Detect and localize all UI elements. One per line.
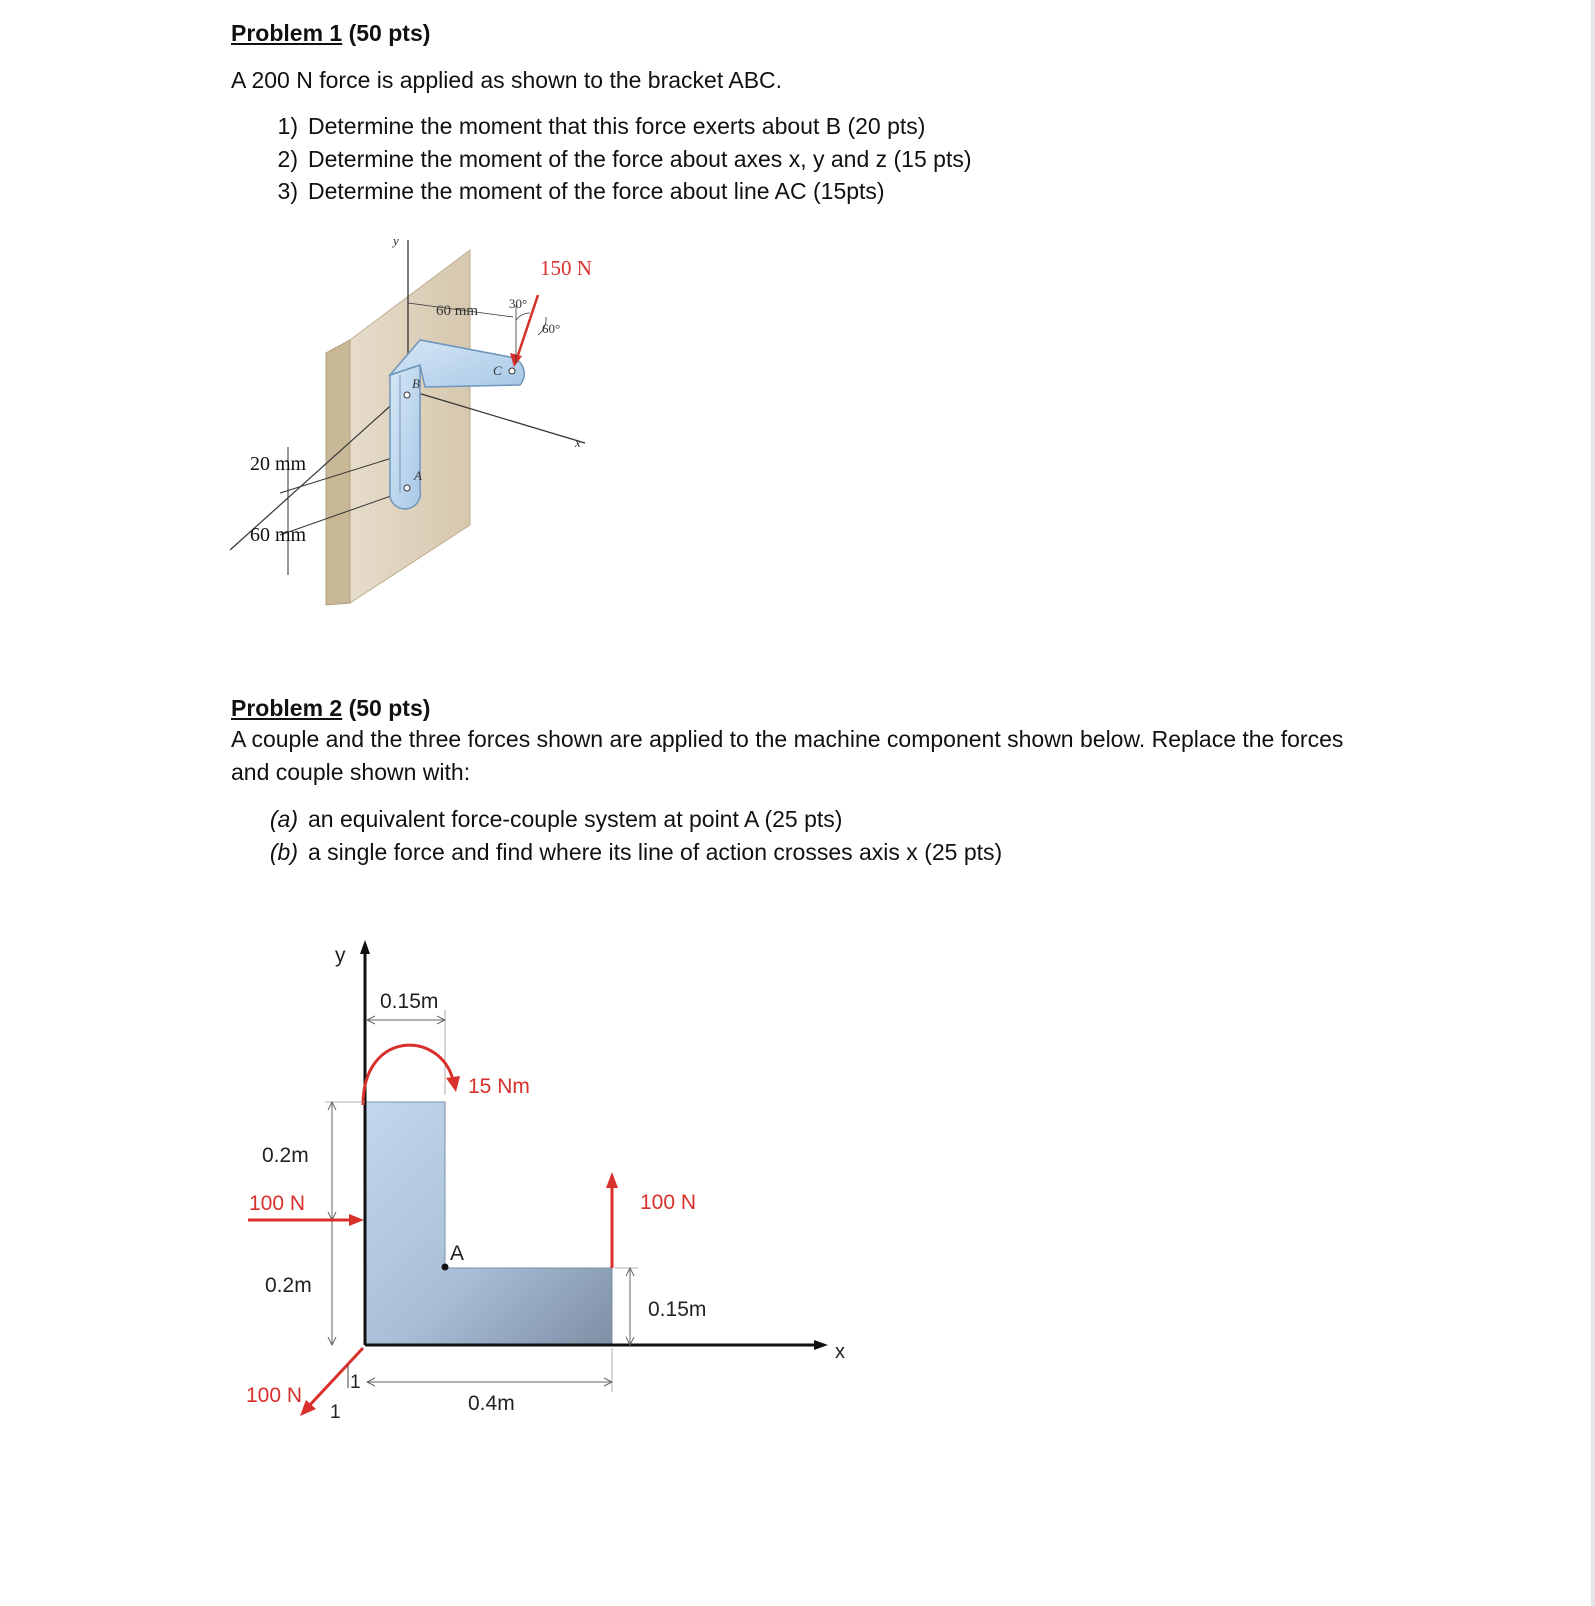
point-c-label: C — [493, 363, 502, 378]
problem-1-item-2: 2) Determine the moment of the force about axes x, y and z (15 pts) — [277, 146, 972, 172]
problem-2-item-a: (a) an equivalent force-couple system at point A (25 pts) — [269, 806, 843, 832]
problem-2-points: (50 pts) — [342, 695, 431, 721]
point-a-marker — [404, 485, 410, 491]
axis-x-label: x — [575, 435, 581, 450]
couple-arrowhead — [446, 1076, 460, 1092]
problem-1-label: Problem 1 — [231, 20, 343, 46]
point-b-label: B — [412, 376, 420, 391]
slope-label-b: 1 — [330, 1402, 341, 1423]
l-plate — [365, 1102, 612, 1345]
bracket-figure — [220, 225, 640, 615]
force-label: 150 N — [540, 256, 592, 280]
dim-left-lower-label: 0.2m — [265, 1274, 312, 1297]
dim-left-1-label: 20 mm — [250, 453, 307, 475]
y-axis-arrowhead — [360, 940, 370, 954]
problem-2-item-b: (b) a single force and find where its line of action crosses axis x (25 pts) — [269, 839, 1003, 865]
dim-top-label: 60 mm — [436, 303, 479, 319]
axis-y-label: y — [335, 944, 346, 967]
angle-60-label: 60° — [542, 321, 561, 336]
force-right-arrowhead — [606, 1172, 618, 1188]
force-left-label: 100 N — [249, 1192, 306, 1215]
problem-2-title — [231, 695, 430, 722]
couple-label: 15 Nm — [468, 1075, 530, 1098]
problem-1-intro: A 200 N force is applied as shown to the bracket ABC. — [231, 67, 783, 93]
angle-arc-30 — [516, 313, 530, 320]
axis-y-label: y — [393, 233, 399, 248]
axis-x-label: x — [835, 1341, 845, 1363]
dim-left-upper-label: 0.2m — [262, 1144, 309, 1167]
point-a-label: A — [414, 468, 422, 483]
point-c-marker — [509, 368, 515, 374]
force-left-arrowhead — [349, 1214, 364, 1226]
dim-bottom-label: 0.4m — [468, 1392, 515, 1415]
problem-1-item-1: 1) Determine the moment that this force exerts about B (20 pts) — [277, 113, 926, 139]
point-b-marker — [404, 392, 410, 398]
problem-1-points: (50 pts) — [342, 20, 431, 46]
dim-left-2-label: 60 mm — [250, 524, 307, 546]
problem-2-intro: A couple and the three forces shown are applied to the machine component shown below. Replace the forces and couple shown with: — [231, 726, 1344, 785]
slope-label-a: 1 — [350, 1372, 361, 1393]
dim-top-label: 0.15m — [380, 990, 439, 1013]
angle-30-label: 30° — [509, 296, 528, 311]
component-figure — [230, 930, 870, 1430]
problem-1-item-3: 3) Determine the moment of the force about line AC (15pts) — [277, 178, 885, 204]
problem-1-title — [231, 20, 430, 47]
x-axis-arrowhead — [814, 1340, 828, 1350]
couple-arc — [363, 1045, 453, 1105]
force-bottom-label: 100 N — [246, 1384, 303, 1407]
problem-2-label: Problem 2 — [231, 695, 343, 721]
point-a-marker — [442, 1264, 449, 1271]
point-a-label: A — [450, 1242, 465, 1265]
force-right-label: 100 N — [640, 1191, 697, 1214]
page-edge — [1591, 0, 1595, 1606]
dim-right-label: 0.15m — [648, 1298, 707, 1321]
